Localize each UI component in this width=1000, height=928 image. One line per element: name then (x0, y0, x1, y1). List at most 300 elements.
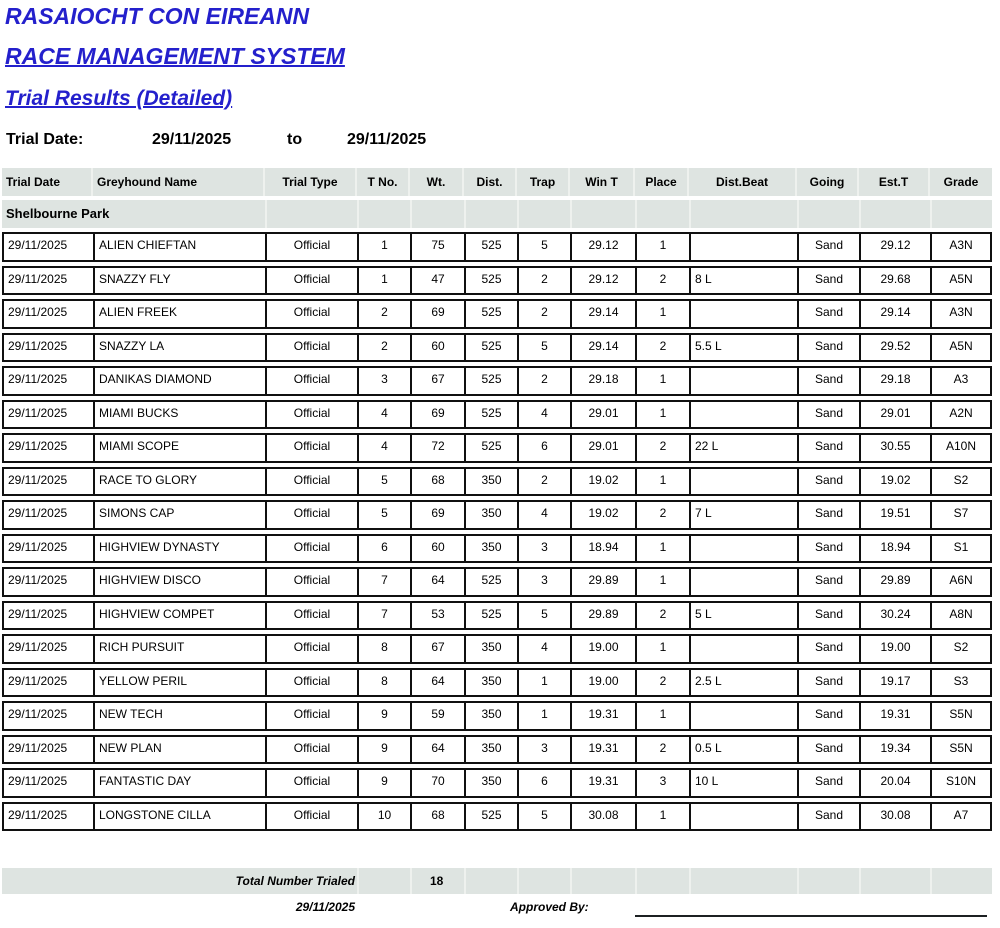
cell-trial-date: 29/11/2025 (4, 536, 95, 562)
band-separator (517, 868, 519, 894)
cell-trial-date: 29/11/2025 (4, 737, 95, 763)
cell-t-no: 1 (359, 234, 412, 260)
cell-win-t: 29.14 (572, 335, 637, 361)
cell-greyhound-name: MIAMI BUCKS (95, 402, 267, 428)
cell-dist-beat (691, 703, 799, 729)
band-separator (357, 868, 359, 894)
cell-dist: 525 (466, 569, 519, 595)
cell-t-no: 2 (359, 335, 412, 361)
cell-dist: 350 (466, 670, 519, 696)
cell-est-t: 29.01 (861, 402, 932, 428)
cell-wt: 70 (412, 770, 466, 796)
cell-trap: 4 (519, 502, 572, 528)
cell-dist-beat: 2.5 L (691, 670, 799, 696)
cell-dist-beat (691, 234, 799, 260)
cell-grade: A3N (949, 305, 973, 319)
col-header-dist-beat: Dist.Beat (689, 168, 797, 196)
band-separator (464, 200, 466, 228)
cell-t-no: 8 (359, 670, 412, 696)
cell-est-t: 29.52 (861, 335, 932, 361)
band-separator (357, 200, 359, 228)
cell-dist: 350 (466, 502, 519, 528)
cell-wt: 69 (412, 301, 466, 327)
cell-greyhound-name: NEW PLAN (95, 737, 267, 763)
cell-win-t: 29.01 (572, 402, 637, 428)
cell-est-t: 29.14 (861, 301, 932, 327)
band-separator (410, 200, 412, 228)
cell-trap: 6 (519, 435, 572, 461)
band-separator (570, 868, 572, 894)
cell-going: Sand (799, 469, 861, 495)
trial-date-line (0, 131, 600, 153)
cell-wt: 60 (412, 536, 466, 562)
table-row (2, 567, 992, 597)
cell-going: Sand (799, 536, 861, 562)
col-header-trap: Trap (517, 168, 570, 196)
col-header-trial-type: Trial Type (265, 168, 357, 196)
cell-t-no: 5 (359, 502, 412, 528)
cell-win-t: 29.89 (572, 603, 637, 629)
cell-t-no: 9 (359, 737, 412, 763)
cell-wt: 68 (412, 804, 466, 830)
cell-greyhound-name: ALIEN CHIEFTAN (95, 234, 267, 260)
cell-trap: 3 (519, 536, 572, 562)
cell-grade: A5N (949, 338, 973, 353)
cell-place: 2 (637, 435, 691, 461)
cell-trap: 2 (519, 268, 572, 294)
cell-dist-beat (691, 402, 799, 428)
cell-trial-type: Official (267, 670, 359, 696)
cell-wt: 59 (412, 703, 466, 729)
cell-wt: 64 (412, 737, 466, 763)
cell-trial-type: Official (267, 435, 359, 461)
cell-grade: A6N (949, 573, 973, 587)
cell-dist: 350 (466, 737, 519, 763)
table-header-row (2, 168, 992, 196)
cell-est-t: 29.12 (861, 234, 932, 260)
cell-dist-beat (691, 569, 799, 595)
cell-wt: 72 (412, 435, 466, 461)
cell-dist: 525 (466, 402, 519, 428)
cell-win-t: 29.89 (572, 569, 637, 595)
cell-grade: A2N (949, 405, 973, 420)
cell-trial-type: Official (267, 301, 359, 327)
cell-trial-type: Official (267, 603, 359, 629)
cell-trial-date: 29/11/2025 (4, 234, 95, 260)
cell-going: Sand (799, 804, 861, 830)
total-trialed-value: 18 (430, 874, 444, 888)
cell-place: 3 (637, 770, 691, 796)
cell-est-t: 19.51 (861, 502, 932, 528)
cell-place: 1 (637, 301, 691, 327)
cell-est-t: 19.31 (861, 703, 932, 729)
cell-win-t: 29.18 (572, 368, 637, 394)
cell-wt: 67 (412, 368, 466, 394)
cell-greyhound-name: HIGHVIEW DISCO (95, 569, 267, 595)
col-header-grade: Grade (943, 175, 979, 189)
col-header-greyhound-name: Greyhound Name (93, 168, 265, 196)
cell-win-t: 30.08 (572, 804, 637, 830)
cell-dist-beat: 7 L (691, 502, 799, 528)
cell-trap: 4 (519, 402, 572, 428)
cell-trap: 3 (519, 569, 572, 595)
cell-trap: 1 (519, 703, 572, 729)
cell-t-no: 3 (359, 368, 412, 394)
cell-dist-beat: 22 L (691, 435, 799, 461)
cell-win-t: 19.00 (572, 636, 637, 662)
cell-dist: 350 (466, 703, 519, 729)
cell-place: 2 (637, 335, 691, 361)
cell-dist-beat (691, 804, 799, 830)
cell-trial-type: Official (267, 737, 359, 763)
cell-wt: 68 (412, 469, 466, 495)
cell-wt: 60 (412, 335, 466, 361)
cell-place: 1 (637, 234, 691, 260)
system-title: RACE MANAGEMENT SYSTEM (5, 43, 345, 69)
cell-place: 1 (637, 703, 691, 729)
cell-place: 1 (637, 636, 691, 662)
cell-t-no: 9 (359, 703, 412, 729)
cell-wt: 69 (412, 502, 466, 528)
trial-date-label: Trial Date: (6, 131, 84, 148)
cell-t-no: 2 (359, 301, 412, 327)
cell-going: Sand (799, 636, 861, 662)
cell-trial-date: 29/11/2025 (4, 770, 95, 796)
cell-trial-date: 29/11/2025 (4, 435, 95, 461)
cell-trial-type: Official (267, 636, 359, 662)
cell-win-t: 29.12 (572, 268, 637, 294)
cell-greyhound-name: SNAZZY FLY (95, 268, 267, 294)
cell-dist-beat (691, 536, 799, 562)
cell-trial-type: Official (267, 268, 359, 294)
cell-grade: S7 (953, 506, 969, 520)
cell-est-t: 30.24 (861, 603, 932, 629)
table-row (2, 333, 992, 363)
cell-place: 2 (637, 737, 691, 763)
cell-grade: S5N (949, 707, 973, 721)
cell-trial-date: 29/11/2025 (4, 502, 95, 528)
cell-dist-beat (691, 301, 799, 327)
cell-dist: 525 (466, 804, 519, 830)
cell-trial-date: 29/11/2025 (4, 636, 95, 662)
cell-going: Sand (799, 502, 861, 528)
cell-grade: A7 (953, 807, 969, 822)
col-header-est-t: Est.T (859, 168, 930, 196)
cell-wt: 75 (412, 234, 466, 260)
table-row (2, 634, 992, 664)
cell-wt: 67 (412, 636, 466, 662)
cell-dist: 350 (466, 636, 519, 662)
cell-t-no: 7 (359, 603, 412, 629)
report-title: Trial Results (Detailed) (5, 87, 233, 110)
cell-win-t: 29.01 (572, 435, 637, 461)
table-row (2, 735, 992, 765)
cell-going: Sand (799, 603, 861, 629)
cell-est-t: 29.89 (861, 569, 932, 595)
col-header-dist: Dist. (464, 168, 517, 196)
cell-trial-date: 29/11/2025 (4, 804, 95, 830)
cell-trap: 3 (519, 737, 572, 763)
cell-greyhound-name: RACE TO GLORY (95, 469, 267, 495)
cell-going: Sand (799, 301, 861, 327)
cell-greyhound-name: YELLOW PERIL (95, 670, 267, 696)
cell-trial-type: Official (267, 569, 359, 595)
cell-place: 1 (637, 402, 691, 428)
cell-trap: 1 (519, 670, 572, 696)
band-separator (859, 868, 861, 894)
band-separator (797, 868, 799, 894)
cell-trial-type: Official (267, 770, 359, 796)
cell-est-t: 30.55 (861, 435, 932, 461)
trial-date-from: 29/11/2025 (152, 131, 232, 148)
cell-grade: S2 (953, 472, 969, 487)
cell-dist: 525 (466, 368, 519, 394)
cell-win-t: 19.31 (572, 770, 637, 796)
cell-place: 1 (637, 368, 691, 394)
trial-date-to: 29/11/2025 (347, 131, 427, 148)
table-row (2, 433, 992, 463)
cell-dist: 350 (466, 770, 519, 796)
cell-place: 2 (637, 268, 691, 294)
table-body (2, 232, 992, 831)
cell-greyhound-name: HIGHVIEW COMPET (95, 603, 267, 629)
cell-trap: 5 (519, 603, 572, 629)
cell-trial-type: Official (267, 402, 359, 428)
cell-trial-type: Official (267, 703, 359, 729)
cell-trap: 5 (519, 234, 572, 260)
col-header-wt: Wt. (410, 168, 464, 196)
cell-dist-beat (691, 636, 799, 662)
col-header-trial-date: Trial Date (2, 168, 93, 196)
cell-dist: 525 (466, 234, 519, 260)
cell-dist: 525 (466, 603, 519, 629)
to-label: to (287, 131, 303, 148)
approved-by-label: Approved By: (510, 900, 589, 914)
track-section-band (2, 200, 992, 228)
cell-est-t: 20.04 (861, 770, 932, 796)
cell-going: Sand (799, 770, 861, 796)
table-row (2, 400, 992, 430)
cell-wt: 64 (412, 670, 466, 696)
cell-going: Sand (799, 335, 861, 361)
approval-row (2, 898, 992, 922)
table-row (2, 467, 992, 497)
cell-greyhound-name: SIMONS CAP (95, 502, 267, 528)
cell-trap: 2 (519, 469, 572, 495)
cell-trial-date: 29/11/2025 (4, 402, 95, 428)
table-row (2, 701, 992, 731)
cell-trial-date: 29/11/2025 (4, 703, 95, 729)
cell-grade: A8N (949, 606, 973, 621)
cell-dist: 525 (466, 268, 519, 294)
cell-est-t: 19.34 (861, 737, 932, 763)
cell-place: 1 (637, 536, 691, 562)
cell-place: 1 (637, 569, 691, 595)
footer-date: 29/11/2025 (295, 900, 355, 914)
cell-trap: 2 (519, 368, 572, 394)
cell-est-t: 30.08 (861, 804, 932, 830)
cell-trial-date: 29/11/2025 (4, 569, 95, 595)
cell-going: Sand (799, 268, 861, 294)
cell-dist: 525 (466, 335, 519, 361)
cell-win-t: 19.31 (572, 703, 637, 729)
band-separator (689, 200, 691, 228)
table-row (2, 500, 992, 530)
table-row (2, 534, 992, 564)
band-separator (265, 200, 267, 228)
cell-place: 2 (637, 603, 691, 629)
cell-place: 1 (637, 804, 691, 830)
table-row (2, 768, 992, 798)
cell-greyhound-name: HIGHVIEW DYNASTY (95, 536, 267, 562)
cell-dist: 525 (466, 301, 519, 327)
cell-going: Sand (799, 703, 861, 729)
cell-greyhound-name: LONGSTONE CILLA (95, 804, 267, 830)
cell-place: 2 (637, 670, 691, 696)
cell-trial-date: 29/11/2025 (4, 368, 95, 394)
cell-trap: 2 (519, 301, 572, 327)
cell-grade: S10N (945, 774, 977, 788)
results-table (2, 168, 992, 835)
col-header-t-no: T No. (357, 168, 410, 196)
track-section-label: Shelbourne Park (6, 206, 110, 221)
cell-dist: 350 (466, 469, 519, 495)
cell-t-no: 9 (359, 770, 412, 796)
cell-trial-type: Official (267, 335, 359, 361)
cell-trap: 4 (519, 636, 572, 662)
cell-trial-type: Official (267, 234, 359, 260)
cell-greyhound-name: MIAMI SCOPE (95, 435, 267, 461)
band-separator (517, 200, 519, 228)
cell-est-t: 18.94 (861, 536, 932, 562)
cell-win-t: 29.12 (572, 234, 637, 260)
band-separator (689, 868, 691, 894)
cell-going: Sand (799, 569, 861, 595)
table-row (2, 232, 992, 262)
cell-grade: A5N (949, 271, 973, 286)
cell-win-t: 18.94 (572, 536, 637, 562)
cell-win-t: 19.02 (572, 469, 637, 495)
col-header-place: Place (635, 168, 689, 196)
cell-est-t: 19.00 (861, 636, 932, 662)
cell-dist-beat: 5.5 L (691, 335, 799, 361)
cell-greyhound-name: FANTASTIC DAY (95, 770, 267, 796)
table-row (2, 601, 992, 631)
cell-wt: 64 (412, 569, 466, 595)
cell-trial-type: Official (267, 536, 359, 562)
cell-trial-date: 29/11/2025 (4, 268, 95, 294)
cell-wt: 69 (412, 402, 466, 428)
cell-greyhound-name: DANIKAS DIAMOND (95, 368, 267, 394)
cell-going: Sand (799, 670, 861, 696)
band-separator (859, 200, 861, 228)
cell-trial-date: 29/11/2025 (4, 301, 95, 327)
col-header-going: Going (797, 168, 859, 196)
cell-t-no: 8 (359, 636, 412, 662)
cell-grade: A10N (945, 439, 977, 453)
cell-greyhound-name: ALIEN FREEK (95, 301, 267, 327)
cell-greyhound-name: NEW TECH (95, 703, 267, 729)
cell-t-no: 1 (359, 268, 412, 294)
cell-dist: 350 (466, 536, 519, 562)
cell-dist-beat (691, 469, 799, 495)
cell-trial-date: 29/11/2025 (4, 469, 95, 495)
cell-going: Sand (799, 737, 861, 763)
cell-grade: A3 (953, 372, 969, 386)
cell-t-no: 5 (359, 469, 412, 495)
band-separator (410, 868, 412, 894)
cell-going: Sand (799, 234, 861, 260)
cell-trial-type: Official (267, 469, 359, 495)
cell-going: Sand (799, 368, 861, 394)
band-separator (570, 200, 572, 228)
cell-trial-date: 29/11/2025 (4, 603, 95, 629)
total-trialed-label: Total Number Trialed (235, 874, 355, 888)
cell-t-no: 7 (359, 569, 412, 595)
cell-t-no: 4 (359, 402, 412, 428)
cell-wt: 53 (412, 603, 466, 629)
band-separator (797, 200, 799, 228)
cell-est-t: 29.18 (861, 368, 932, 394)
cell-trial-date: 29/11/2025 (4, 335, 95, 361)
cell-trap: 5 (519, 804, 572, 830)
cell-est-t: 19.02 (861, 469, 932, 495)
cell-dist-beat: 5 L (691, 603, 799, 629)
cell-dist-beat: 0.5 L (691, 737, 799, 763)
cell-grade: S5N (949, 740, 973, 755)
cell-going: Sand (799, 402, 861, 428)
band-separator (930, 868, 932, 894)
org-title: RASAIOCHT CON EIREANN (5, 3, 310, 29)
cell-trial-type: Official (267, 368, 359, 394)
cell-going: Sand (799, 435, 861, 461)
cell-t-no: 6 (359, 536, 412, 562)
table-row (2, 366, 992, 396)
table-row (2, 266, 992, 296)
cell-win-t: 19.00 (572, 670, 637, 696)
total-bar (2, 868, 992, 894)
cell-grade: S2 (953, 640, 969, 654)
cell-est-t: 29.68 (861, 268, 932, 294)
table-row (2, 668, 992, 698)
cell-trial-date: 29/11/2025 (4, 670, 95, 696)
band-separator (635, 200, 637, 228)
cell-greyhound-name: SNAZZY LA (95, 335, 267, 361)
cell-trial-type: Official (267, 502, 359, 528)
cell-greyhound-name: RICH PURSUIT (95, 636, 267, 662)
cell-grade: S1 (953, 539, 969, 554)
band-separator (464, 868, 466, 894)
cell-dist: 525 (466, 435, 519, 461)
band-separator (635, 868, 637, 894)
cell-win-t: 29.14 (572, 301, 637, 327)
cell-t-no: 10 (359, 804, 412, 830)
cell-dist-beat: 8 L (691, 268, 799, 294)
cell-grade: S3 (953, 673, 969, 688)
cell-place: 2 (637, 502, 691, 528)
cell-win-t: 19.02 (572, 502, 637, 528)
cell-wt: 47 (412, 268, 466, 294)
table-row (2, 299, 992, 329)
cell-win-t: 19.31 (572, 737, 637, 763)
cell-trap: 5 (519, 335, 572, 361)
cell-dist-beat: 10 L (691, 770, 799, 796)
band-separator (930, 200, 932, 228)
cell-dist-beat (691, 368, 799, 394)
cell-est-t: 19.17 (861, 670, 932, 696)
cell-trial-type: Official (267, 804, 359, 830)
cell-grade: A3N (949, 238, 973, 252)
